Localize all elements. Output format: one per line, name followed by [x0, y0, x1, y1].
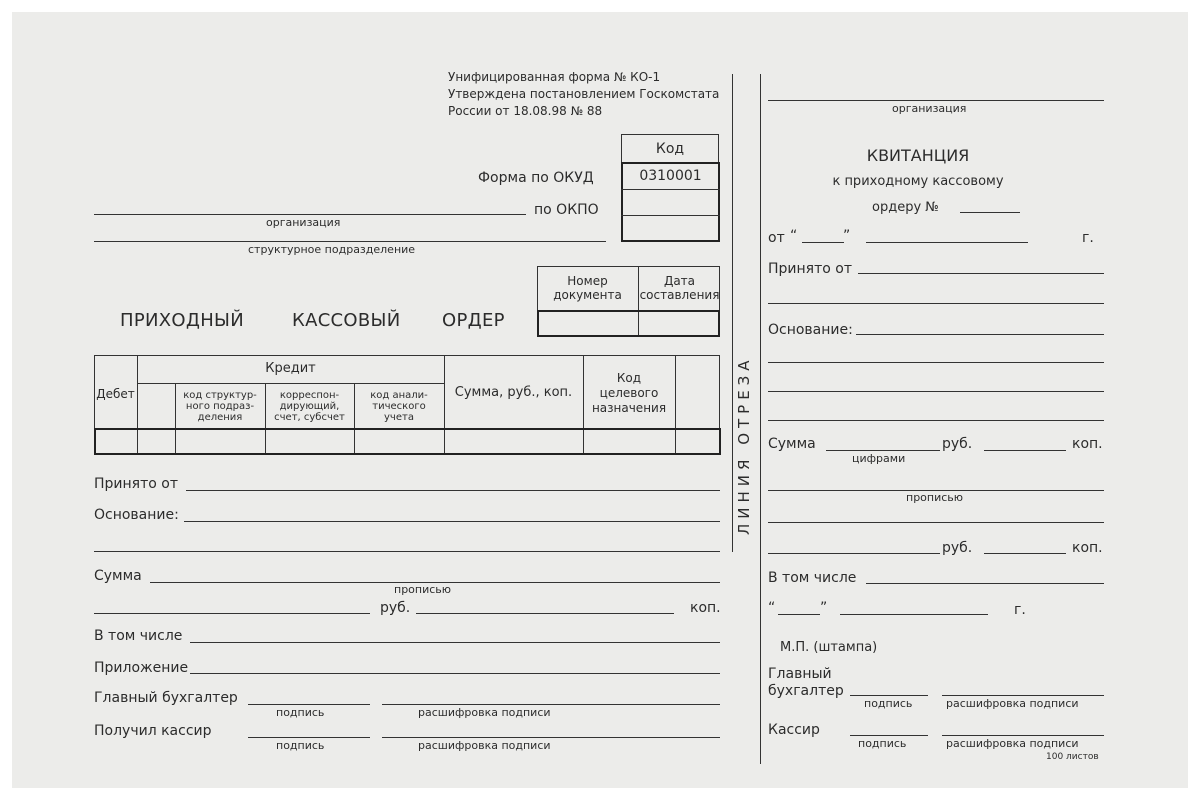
receipt-basis-field-2[interactable] — [768, 362, 1104, 363]
title-word-1: ПРИХОДНЫЙ — [120, 310, 244, 331]
organization-caption: организация — [266, 216, 341, 229]
cashier-signature-decode-caption: расшифровка подписи — [418, 739, 551, 752]
receipt-kop-label-1: коп. — [1072, 436, 1103, 452]
basis-field-1[interactable] — [184, 521, 720, 522]
receipt-cashier-signature-field[interactable] — [850, 735, 928, 736]
cashier-signature-field[interactable] — [248, 737, 370, 738]
cashier-signature-decode-field[interactable] — [382, 737, 720, 738]
cut-line-right — [760, 74, 761, 764]
okpo-label: по ОКПО — [534, 202, 599, 218]
subdivision-caption: структурное подразделение — [248, 243, 416, 256]
including-field[interactable] — [190, 642, 720, 643]
cut-line-left — [732, 74, 733, 552]
receipt-sum-words-field-2[interactable] — [768, 522, 1104, 523]
receipt-basis-field-3[interactable] — [768, 391, 1104, 392]
receipt-chief-label-2: бухгалтер — [768, 683, 844, 699]
receipt-including-label: В том числе — [768, 570, 857, 586]
form-approved-label: Утверждена постановлением Госкомстата — [448, 87, 720, 101]
cashier-signature-caption: подпись — [276, 739, 325, 752]
sum-kop-field[interactable] — [416, 613, 674, 614]
receipt-including-field[interactable] — [866, 583, 1104, 584]
organization-line[interactable] — [94, 214, 526, 215]
receipt-date-quote-close: ” — [820, 600, 828, 616]
credit-header: Кредит — [265, 361, 316, 376]
chief-signature-caption: подпись — [276, 706, 325, 719]
receipt-rub-label-2: руб. — [942, 540, 973, 556]
receipt-kop-digits-field[interactable] — [984, 450, 1066, 451]
sum-header: Сумма, руб., коп. — [454, 385, 573, 400]
title-word-2: КАССОВЫЙ — [292, 310, 401, 331]
receipt-day-field[interactable] — [802, 242, 844, 243]
receipt-cashier-label: Кассир — [768, 722, 820, 738]
receipt-chief-label-1: Главный — [768, 666, 832, 682]
receipt-chief-decode-caption: расшифровка подписи — [946, 697, 1079, 710]
kod-label: Код — [655, 141, 685, 157]
receipt-kop-label-2: коп. — [1072, 540, 1103, 556]
sum-words-caption: прописью — [394, 583, 452, 596]
okud-value[interactable]: 0310001 — [639, 168, 702, 184]
receipt-month-field[interactable] — [866, 242, 1028, 243]
doc-date-header: Дата составления — [639, 274, 720, 302]
corr-account-header: корреспон- дирующий, счет, субсчет — [274, 389, 345, 423]
chief-accountant-label: Главный бухгалтер — [94, 690, 238, 706]
debit-header: Дебет — [96, 387, 135, 401]
doc-number-date-input[interactable] — [537, 310, 720, 337]
receipt-sum-digits-field[interactable] — [826, 450, 940, 451]
receipt-basis-label: Основание: — [768, 322, 853, 338]
cut-line-text: ЛИНИЯ ОТРЕЗА — [735, 355, 753, 535]
receipt-organization-caption: организация — [892, 102, 967, 115]
receipt-quote-open: “ — [790, 228, 798, 244]
receipt-received-from-field-2[interactable] — [768, 303, 1104, 304]
sum-label: Сумма — [94, 568, 142, 584]
codes-divider-2 — [621, 215, 720, 216]
receipt-title: КВИТАНЦИЯ — [866, 146, 970, 165]
receipt-chief-signature-caption: подпись — [864, 697, 913, 710]
okud-label: Форма по ОКУД — [478, 170, 594, 186]
form-date-label: России от 18.08.98 № 88 — [448, 104, 603, 118]
receipt-sum-words-field-3[interactable] — [768, 553, 940, 554]
receipt-year-label: г. — [1082, 230, 1094, 246]
chief-signature-decode-caption: расшифровка подписи — [418, 706, 551, 719]
basis-field-2[interactable] — [94, 551, 720, 552]
codes-divider-1 — [621, 189, 720, 190]
receipt-date-quote-open: “ — [768, 600, 776, 616]
sum-rub-field[interactable] — [94, 613, 370, 614]
receipt-cashier-signature-caption: подпись — [858, 737, 907, 750]
receipt-rub-label-1: руб. — [942, 436, 973, 452]
receipt-cashier-decode-field[interactable] — [942, 735, 1104, 736]
receipt-organization-field[interactable] — [768, 100, 1104, 101]
receipt-date-day-field[interactable] — [778, 614, 820, 615]
form-unified-label: Унифицированная форма № КО-1 — [448, 70, 661, 84]
receipt-received-from-label: Принято от — [768, 261, 852, 277]
receipt-kop-words-field[interactable] — [984, 553, 1066, 554]
receipt-subtitle-2: ордеру № — [872, 200, 939, 215]
attachment-field[interactable] — [190, 673, 720, 674]
rub-label: руб. — [380, 600, 411, 616]
receipt-subtitle-1: к приходному кассовому — [832, 174, 1004, 189]
sheets-count: 100 листов — [1046, 752, 1099, 762]
receipt-basis-field-4[interactable] — [768, 420, 1104, 421]
analytic-code-header: код анали- тического учета — [370, 389, 428, 423]
received-cashier-label: Получил кассир — [94, 723, 212, 739]
receipt-cashier-decode-caption: расшифровка подписи — [946, 737, 1079, 750]
receipt-sum-label: Сумма — [768, 436, 816, 452]
receipt-words-caption: прописью — [906, 491, 964, 504]
attachment-label: Приложение — [94, 660, 189, 676]
receipt-stamp-label: М.П. (штампа) — [780, 640, 878, 655]
kop-label: коп. — [690, 600, 721, 616]
credit-subheader-line — [137, 383, 444, 384]
basis-label: Основание: — [94, 507, 179, 523]
receipt-from-label: от — [768, 230, 785, 246]
receipt-date-month-field[interactable] — [840, 614, 988, 615]
receipt-date-year-label: г. — [1014, 602, 1026, 618]
receipt-order-number-field[interactable] — [960, 212, 1020, 213]
chief-signature-field[interactable] — [248, 704, 370, 705]
doc-number-header: Номер документа — [553, 274, 622, 302]
receipt-received-from-field[interactable] — [858, 273, 1104, 274]
received-from-label: Принято от — [94, 476, 178, 492]
subdivision-code-header: код структур- ного подраз- деления — [183, 389, 257, 423]
receipt-quote-close: ” — [843, 228, 851, 244]
chief-signature-decode-field[interactable] — [382, 704, 720, 705]
receipt-digits-caption: цифрами — [852, 452, 906, 465]
subdivision-line[interactable] — [94, 241, 606, 242]
receipt-chief-signature-field[interactable] — [850, 695, 928, 696]
including-label: В том числе — [94, 628, 183, 644]
accounting-table-input-row[interactable] — [94, 428, 721, 455]
received-from-field[interactable] — [186, 490, 720, 491]
title-word-3: ОРДЕР — [442, 310, 505, 331]
receipt-chief-decode-field[interactable] — [942, 695, 1104, 696]
purpose-code-header: Код целевого назначения — [591, 370, 667, 415]
receipt-basis-field-1[interactable] — [856, 334, 1104, 335]
